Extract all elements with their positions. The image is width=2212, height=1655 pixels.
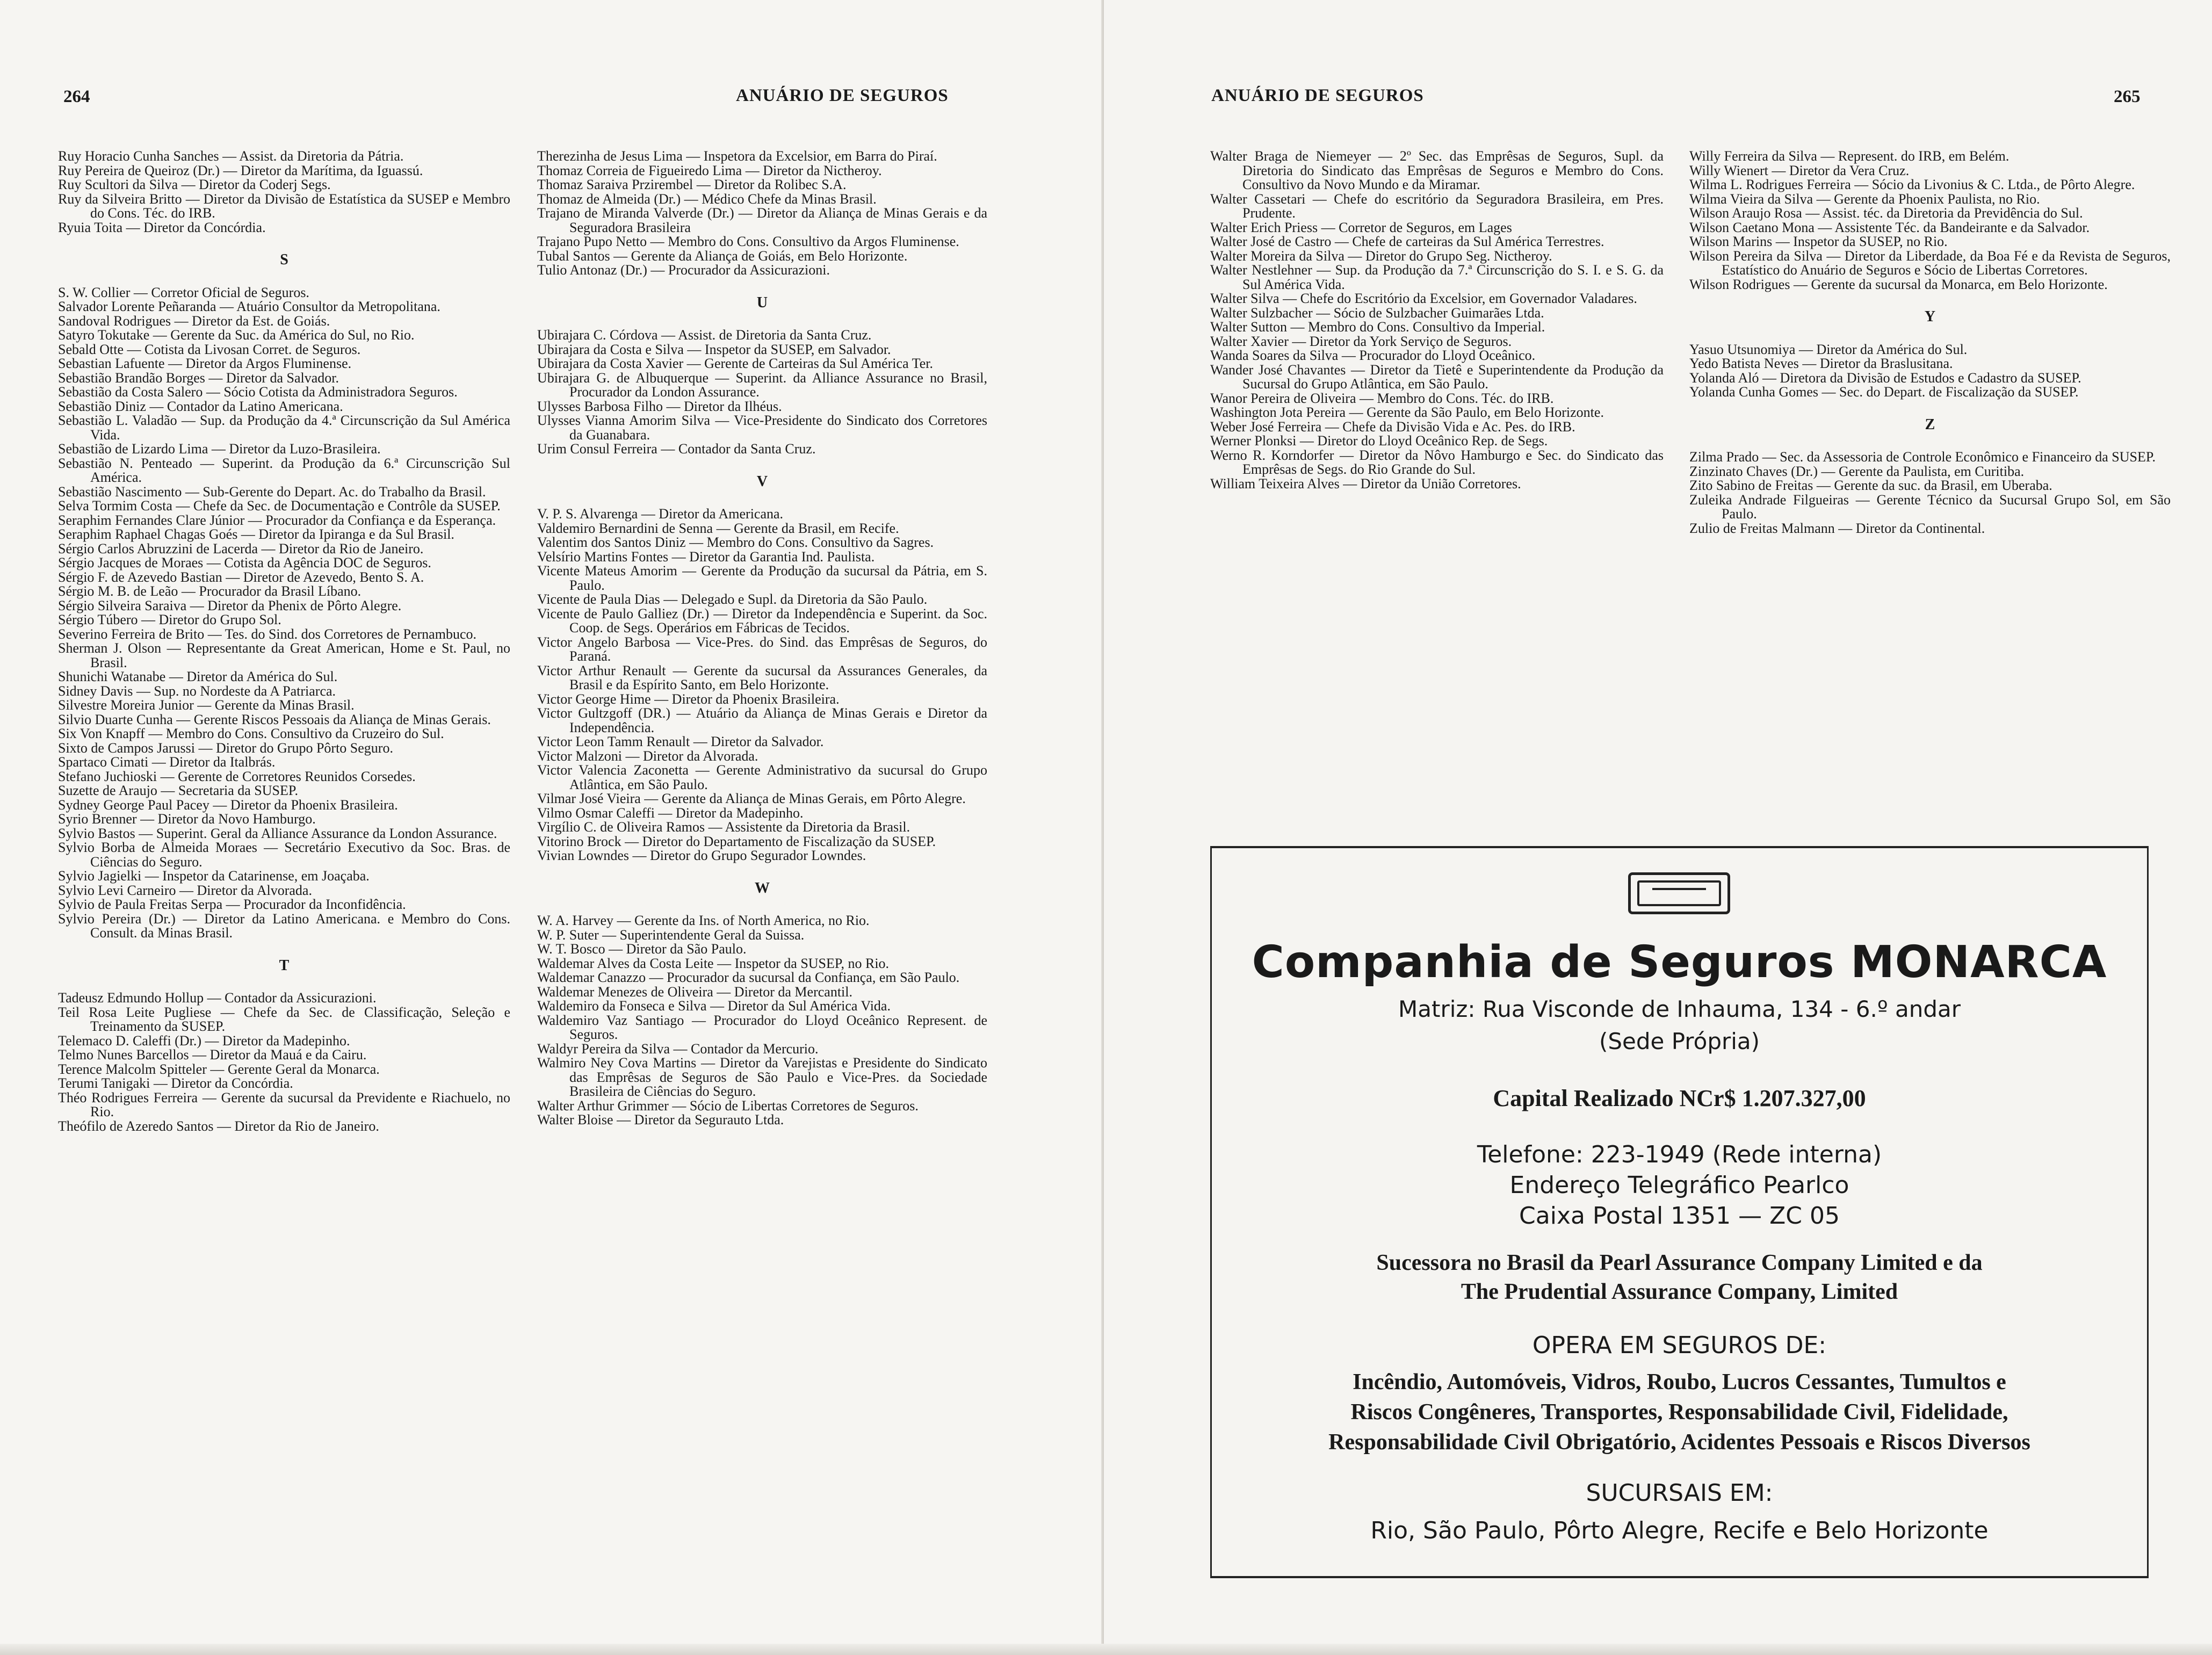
ad-opera-heading: OPERA EM SEGUROS DE:	[1532, 1332, 1827, 1359]
directory-entry: Waldemar Menezes de Oliveira — Diretor da Mercantil.	[537, 984, 852, 1000]
directory-entry: Sebastião da Costa Salero — Sócio Cotista da Administradora Seguros.	[58, 384, 458, 400]
directory-entry: Victor Gultzgoff (DR.) — Atuário da Aliança de Minas Gerais e Diretor da Independência.	[537, 705, 987, 735]
directory-entry: Walmiro Ney Cova Martins — Diretor da Varejistas e Presidente do Sindicato das Emprêsas de Seguros de São Paulo e Vice-Pres. da Sociedade Brasileira de Ciências do Seguro.	[537, 1055, 987, 1099]
directory-entry: Willy Ferreira da Silva — Represent. do IRB, em Belém.	[1689, 148, 2009, 164]
directory-entry: Waldyr Pereira da Silva — Contador da Mercurio.	[537, 1040, 819, 1057]
directory-entry: Walter Braga de Niemeyer — 2º Sec. das Emprêsas de Seguros, Supl. da Diretoria do Sindicato das Emprêsas de Seguros e Membro do Cons. Consultivo da Novo Mundo e da Miramar.	[1210, 148, 1664, 192]
directory-entry: Wilma Vieira da Silva — Gerente da Phoenix Paulista, no Rio.	[1689, 191, 2040, 207]
directory-entry: Tadeusz Edmundo Hollup — Contador da Assicurazioni.	[58, 990, 377, 1006]
ad-cidades: Rio, São Paulo, Pôrto Alegre, Recife e Belo Horizonte	[1370, 1517, 1989, 1544]
directory-entry: Walter José de Castro — Chefe de carteiras da Sul América Terrestres.	[1210, 234, 1604, 249]
directory-entry: Walter Erich Priess — Corretor de Seguros, em Lages	[1210, 219, 1512, 235]
directory-entry: Walter Xavier — Diretor da York Serviço de Seguros.	[1210, 333, 1512, 349]
ad-sucessora-2: The Prudential Assurance Company, Limited	[1461, 1280, 1898, 1304]
section-letter-y: Y	[1924, 308, 1936, 325]
directory-entry: Walter Cassetari — Chefe do escritório da Seguradora Brasileira, em Pres. Prudente.	[1210, 191, 1664, 221]
ad-capital: Capital Realizado NCr$ 1.207.327,00	[1493, 1085, 1866, 1111]
page-number-right: 265	[2114, 87, 2141, 106]
directory-entry: Théo Rodrigues Ferreira — Gerente da sucursal da Previdente e Riachuelo, no Rio.	[58, 1089, 510, 1119]
entries-r	[58, 149, 510, 235]
directory-entry: Victor Valencia Zaconetta — Gerente Administrativo da sucursal do Grupo Atlântica, em São Paulo.	[537, 762, 987, 792]
directory-entry: Ruy Scultori da Silva — Diretor da Coderj Segs.	[58, 177, 331, 192]
directory-entry: Six Von Knapff — Membro do Cons. Consultivo da Cruzeiro do Sul.	[58, 726, 444, 741]
ad-ramos-2: Riscos Congêneres, Transportes, Responsabilidade Civil, Fidelidade,	[1350, 1400, 2008, 1425]
left-page	[0, 0, 1104, 1655]
monarca-logo-icon	[1628, 872, 1730, 914]
entries-u	[537, 328, 987, 457]
directory-entry: S. W. Collier — Corretor Oficial de Seguros.	[58, 284, 309, 300]
directory-entry: Spartaco Cimati — Diretor da Italbrás.	[58, 754, 276, 770]
directory-entry: Syrio Brenner — Diretor da Novo Hamburgo.	[58, 811, 316, 827]
directory-entry: Sebastian Lafuente — Diretor da Argos Fluminense.	[58, 356, 352, 371]
directory-entry: Willy Wienert — Diretor da Vera Cruz.	[1689, 162, 1910, 178]
entries-s	[58, 286, 510, 941]
directory-entry: Sylvio Pereira (Dr.) — Diretor da Latino Americana. e Membro do Cons. Consult. da Minas Brasil.	[58, 910, 510, 941]
directory-entry: Therezinha de Jesus Lima — Inspetora da Excelsior, em Barra do Piraí.	[537, 148, 937, 164]
column-2	[537, 149, 987, 1128]
directory-entry: Waldemar Alves da Costa Leite — Inspetor da SUSEP, no Rio.	[537, 955, 890, 971]
directory-entry: Vicente de Paulo Galliez (Dr.) — Diretor da Independência e Superint. da Soc. Coop. de Segs. Operários em Fábricas de Tecidos.	[537, 605, 987, 635]
directory-entry: Trajano Pupo Netto — Membro do Cons. Consultivo da Argos Fluminense.	[537, 234, 959, 249]
directory-entry: Sidney Davis — Sup. no Nordeste da A Patriarca.	[58, 683, 336, 699]
directory-entry: Sérgio Túbero — Diretor do Grupo Sol.	[58, 612, 281, 627]
directory-entry: Sebastião Diniz — Contador da Latino Americana.	[58, 398, 343, 414]
directory-entry: Satyro Tokutake — Gerente da Suc. da América do Sul, no Rio.	[58, 327, 415, 343]
directory-entry: Ulysses Vianna Amorim Silva — Vice-Presidente do Sindicato dos Corretores da Guanabara.	[537, 413, 987, 443]
directory-entry: Sixto de Campos Jarussi — Diretor do Grupo Pôrto Seguro.	[58, 740, 393, 756]
ad-ramos-3: Responsabilidade Civil Obrigatório, Acidentes Pessoais e Riscos Diversos	[1328, 1430, 2030, 1455]
directory-entry: Trajano de Miranda Valverde (Dr.) — Diretor da Aliança de Minas Gerais e da Seguradora Brasileira	[537, 205, 987, 235]
directory-entry: Walter Nestlehner — Sup. da Produção da 7.ª Circunscrição do S. I. e S. G. da Sul América Vida.	[1210, 262, 1664, 292]
section-letter-v: V	[756, 473, 768, 490]
directory-entry: Weber José Ferreira — Chefe da Divisão Vida e Ac. Pes. do IRB.	[1210, 418, 1575, 435]
directory-entry: Thomaz de Almeida (Dr.) — Médico Chefe da Minas Brasil.	[537, 191, 877, 207]
directory-entry: Terence Malcolm Spitteler — Gerente Geral da Monarca.	[58, 1061, 380, 1077]
directory-entry: W. T. Bosco — Diretor da São Paulo.	[537, 941, 747, 957]
directory-entry: Severino Ferreira de Brito — Tes. do Sind. dos Corretores de Pernambuco.	[58, 626, 476, 642]
entries-z	[1689, 450, 2171, 536]
directory-entry: Zilma Prado — Sec. da Assessoria de Controle Econômico e Financeiro da SUSEP.	[1689, 449, 2156, 465]
entries-w-cont	[1210, 149, 1664, 491]
entries-t-cont	[537, 149, 987, 278]
directory-entry: Velsírio Martins Fontes — Diretor da Garantia Ind. Paulista.	[537, 548, 875, 565]
directory-entry: Waldemiro da Fonseca e Silva — Diretor da Sul América Vida.	[537, 998, 891, 1014]
directory-entry: W. A. Harvey — Gerente da Ins. of North America, no Rio.	[537, 913, 870, 928]
directory-entry: Vivian Lowndes — Diretor do Grupo Segurador Lowndes.	[537, 848, 866, 863]
directory-entry: Thomaz Correia de Figueiredo Lima — Diretor da Nictheroy.	[537, 162, 882, 178]
directory-entry: Ulysses Barbosa Filho — Diretor da Ilhéus.	[537, 398, 782, 414]
directory-entry: Sandoval Rodrigues — Diretor da Est. de Goiás.	[58, 313, 330, 329]
directory-entry: Sérgio Silveira Saraiva — Diretor da Phenix de Pôrto Alegre.	[58, 597, 402, 613]
directory-entry: Ruy da Silveira Britto — Diretor da Divisão de Estatística da SUSEP e Membro do Cons. Téc. do IRB.	[58, 191, 510, 221]
directory-entry: Vilmo Osmar Caleffi — Diretor da Madepinho.	[537, 805, 804, 821]
directory-entry: Zuleika Andrade Filgueiras — Gerente Técnico da Sucursal Grupo Sol, em São Paulo.	[1689, 492, 2171, 522]
entries-y	[1689, 343, 2171, 400]
entries-v	[537, 507, 987, 863]
directory-entry: Theófilo de Azeredo Santos — Diretor da Rio de Janeiro.	[58, 1118, 379, 1134]
directory-entry: Vicente de Paula Dias — Delegado e Supl. da Diretoria da São Paulo.	[537, 591, 928, 607]
ad-endereco: Endereço Telegráfico Pearlco	[1509, 1172, 1849, 1199]
directory-entry: Yasuo Utsunomiya — Diretor da América do Sul.	[1689, 341, 1968, 357]
directory-entry: Terumi Tanigaki — Diretor da Concórdia.	[58, 1075, 293, 1091]
directory-entry: Wanda Soares da Silva — Procurador do Lloyd Oceânico.	[1210, 348, 1536, 363]
directory-entry: Vitorino Brock — Diretor do Departamento de Fiscalização da SUSEP.	[537, 833, 936, 849]
directory-entry: Selva Tormim Costa — Chefe da Sec. de Documentação e Contrôle da SUSEP.	[58, 498, 501, 514]
directory-entry: Valentim dos Santos Diniz — Membro do Cons. Consultivo da Sagres.	[537, 534, 934, 550]
directory-entry: Wilson Caetano Mona — Assistente Téc. da Bandeirante e da Salvador.	[1689, 219, 2090, 235]
directory-entry: Wilson Araujo Rosa — Assist. téc. da Diretoria da Previdência do Sul.	[1689, 205, 2083, 221]
directory-entry: Virgílio C. de Oliveira Ramos — Assistente da Diretoria da Brasil.	[537, 819, 910, 835]
ad-caixa-postal: Caixa Postal 1351 — ZC 05	[1519, 1202, 1840, 1230]
directory-entry: Yolanda Aló — Diretora da Divisão de Estudos e Cadastro da SUSEP.	[1689, 370, 2081, 386]
ad-sucursais-heading: SUCURSAIS EM:	[1586, 1479, 1773, 1507]
directory-entry: Sebastião L. Valadão — Sup. da Produção da 4.ª Circunscrição da Sul América Vida.	[58, 413, 510, 443]
column-1	[58, 149, 510, 1133]
directory-entry: Ubirajara da Costa e Silva — Inspetor da SUSEP, em Salvador.	[537, 341, 891, 357]
directory-entry: Waldemiro Vaz Santiago — Procurador do Lloyd Oceânico Represent. de Seguros.	[537, 1012, 987, 1042]
directory-entry: V. P. S. Alvarenga — Diretor da Americana.	[537, 506, 784, 522]
directory-entry: Sherman J. Olson — Representante da Great American, Home e St. Paul, no Brasil.	[58, 640, 510, 670]
directory-entry: Ruy Pereira de Queiroz (Dr.) — Diretor da Marítima, da Iguassú.	[58, 162, 423, 178]
directory-entry: Sebastião Nascimento — Sub-Gerente do Depart. Ac. do Trabalho da Brasil.	[58, 483, 486, 500]
directory-entry: Sérgio Jacques de Moraes — Cotista da Agência DOC de Seguros.	[58, 555, 431, 570]
directory-entry: Salvador Lorente Peñaranda — Atuário Consultor da Metropolitana.	[58, 299, 440, 314]
section-letter-z: Z	[1925, 416, 1935, 433]
directory-entry: William Teixeira Alves — Diretor da União Corretores.	[1210, 475, 1521, 492]
directory-entry: W. P. Suter — Superintendente Geral da Suissa.	[537, 927, 805, 943]
ad-telefone: Telefone: 223-1949 (Rede interna)	[1477, 1141, 1882, 1168]
directory-entry: Silvestre Moreira Junior — Gerente da Minas Brasil.	[58, 697, 355, 713]
directory-entry: Victor Angelo Barbosa — Vice-Pres. do Sind. das Emprêsas de Seguros, do Paraná.	[537, 634, 987, 664]
monarca-advertisement	[1210, 846, 2149, 1578]
directory-entry: Werno R. Korndorfer — Diretor da Nôvo Hamburgo e Sec. do Sindicato das Emprêsas de Segs. do Rio Grande do Sul.	[1210, 447, 1664, 477]
ad-title: Companhia de Seguros MONARCA	[1252, 937, 2107, 988]
directory-entry: Wanor Pereira de Oliveira — Membro do Cons. Téc. do IRB.	[1210, 390, 1554, 406]
directory-entry: Yedo Batista Neves — Diretor da Braslusitana.	[1689, 356, 1953, 371]
directory-entry: Zinzinato Chaves (Dr.) — Gerente da Paulista, em Curitiba.	[1689, 463, 2025, 479]
ad-sede: (Sede Própria)	[1599, 1028, 1760, 1054]
bottom-edge	[0, 1644, 2212, 1655]
directory-entry: Tubal Santos — Gerente da Aliança de Goiás, em Belo Horizonte.	[537, 248, 908, 264]
directory-entry: Sylvio Levi Carneiro — Diretor da Alvorada.	[58, 882, 312, 898]
directory-entry: Waldemar Canazzo — Procurador da sucursal da Confiança, em São Paulo.	[537, 970, 960, 985]
directory-entry: Zulio de Freitas Malmann — Diretor da Continental.	[1689, 520, 1985, 536]
directory-entry: Werner Plonksi — Diretor do Lloyd Oceânico Rep. de Segs.	[1210, 433, 1548, 449]
directory-entry: Walter Sutton — Membro do Cons. Consultivo da Imperial.	[1210, 319, 1545, 335]
directory-entry: Ruy Horacio Cunha Sanches — Assist. da Diretoria da Pátria.	[58, 148, 404, 164]
column-3	[1210, 149, 1664, 491]
directory-entry: Walter Bloise — Diretor da Segurauto Ltda.	[537, 1112, 784, 1128]
directory-entry: Ubirajara da Costa Xavier — Gerente de Carteiras da Sul América Ter.	[537, 356, 933, 371]
directory-entry: Sylvio de Paula Freitas Serpa — Procurador da Inconfidência.	[58, 897, 406, 912]
directory-entry: Sérgio F. de Azevedo Bastian — Diretor de Azevedo, Bento S. A.	[58, 569, 424, 585]
directory-entry: Victor Arthur Renault — Gerente da sucursal da Assurances Generales, da Brasil e da Espírito Santo, em Belo Horizonte.	[537, 662, 987, 692]
directory-entry: Yolanda Cunha Gomes — Sec. do Depart. de Fiscalização da SUSEP.	[1689, 384, 2079, 400]
directory-entry: Wilson Marins — Inspetor da SUSEP, no Rio.	[1689, 234, 1948, 249]
directory-entry: Walter Arthur Grimmer — Sócio de Libertas Corretores de Seguros.	[537, 1097, 919, 1114]
entries-w	[537, 914, 987, 1128]
directory-entry: Wilson Rodrigues — Gerente da sucursal da Monarca, em Belo Horizonte.	[1689, 276, 2108, 292]
directory-entry: Stefano Juchioski — Gerente de Corretores Reunidos Corsedes.	[58, 768, 416, 784]
page-number-left: 264	[63, 87, 90, 106]
directory-entry: Shunichi Watanabe — Diretor da América do Sul.	[58, 669, 338, 684]
directory-entry: Walter Sulzbacher — Sócio de Sulzbacher Guimarães Ltda.	[1210, 305, 1544, 321]
directory-entry: Washington Jota Pereira — Gerente da São Paulo, em Belo Horizonte.	[1210, 404, 1604, 420]
directory-entry: Silvio Duarte Cunha — Gerente Riscos Pessoais da Aliança de Minas Gerais.	[58, 711, 491, 727]
directory-entry: Urim Consul Ferreira — Contador da Santa Cruz.	[537, 441, 816, 457]
directory-entry: Telmo Nunes Barcellos — Diretor da Mauá e da Cairu.	[58, 1047, 367, 1063]
directory-entry: Sérgio Carlos Abruzzini de Lacerda — Diretor da Rio de Janeiro.	[58, 540, 424, 557]
ad-sucessora-1: Sucessora no Brasil da Pearl Assurance Company Limited e da	[1376, 1251, 1983, 1275]
directory-entry: Seraphim Raphael Chagas Goés — Diretor da Ipiranga e da Sul Brasil.	[58, 526, 454, 542]
directory-entry: Suzette de Araujo — Secretaria da SUSEP.	[58, 783, 298, 798]
directory-entry: Victor George Hime — Diretor da Phoenix Brasileira.	[537, 691, 840, 707]
directory-entry: Walter Moreira da Silva — Diretor do Grupo Seg. Nictheroy.	[1210, 248, 1552, 264]
directory-entry: Vicente Mateus Amorim — Gerente da Produção da sucursal da Pátria, em S. Paulo.	[537, 563, 987, 593]
column-4	[1689, 149, 2171, 536]
directory-entry: Sebastião de Lizardo Lima — Diretor da Luzo-Brasileira.	[58, 441, 381, 457]
ad-ramos-1: Incêndio, Automóveis, Vidros, Roubo, Lucros Cessantes, Tumultos e	[1353, 1370, 2006, 1394]
directory-entry: Zito Sabino de Freitas — Gerente da suc. da Brasil, em Uberaba.	[1689, 478, 2052, 493]
directory-entry: Seraphim Fernandes Clare Júnior — Procurador da Confiança e da Esperança.	[58, 512, 496, 528]
directory-entry: Wander José Chavantes — Diretor da Tietê e Superintendente da Produção da Sucursal do Grupo Atlântica, em São Paulo.	[1210, 362, 1664, 392]
directory-entry: Sylvio Jagielki — Inspetor da Catarinense, em Joaçaba.	[58, 868, 370, 884]
directory-entry: Ubirajara G. de Albuquerque — Superint. da Alliance Assurance no Brasil, Procurador da London Assurance.	[537, 370, 987, 400]
directory-entry: Teil Rosa Leite Pugliese — Chefe da Sec. de Classificação, Seleção e Treinamento da SUSEP.	[58, 1004, 510, 1034]
section-letter-s: S	[280, 251, 288, 268]
section-letter-u: U	[756, 294, 768, 311]
directory-entry: Sebastião Brandão Borges — Diretor da Salvador.	[58, 370, 339, 386]
directory-entry: Sylvio Borba de Almeida Moraes — Secretário Executivo da Soc. Bras. de Ciências do Seguro.	[58, 840, 510, 870]
section-letter-t: T	[279, 957, 290, 974]
directory-entry: Victor Leon Tamm Renault — Diretor da Salvador.	[537, 734, 824, 749]
running-head-left: ANUÁRIO DE SEGUROS	[736, 86, 949, 105]
directory-entry: Tulio Antonaz (Dr.) — Procurador da Assicurazioni.	[537, 262, 830, 278]
directory-entry: Telemaco D. Caleffi (Dr.) — Diretor da Madepinho.	[58, 1032, 350, 1049]
directory-entry: Wilma L. Rodrigues Ferreira — Sócio da Livonius & C. Ltda., de Pôrto Alegre.	[1689, 177, 2135, 192]
directory-entry: Valdemiro Bernardini de Senna — Gerente da Brasil, em Recife.	[537, 520, 899, 536]
directory-entry: Sylvio Bastos — Superint. Geral da Alliance Assurance da London Assurance.	[58, 825, 497, 841]
directory-entry: Thomaz Saraiva Przirembel — Diretor da Rolibec S.A.	[537, 177, 847, 192]
entries-w-end	[1689, 149, 2171, 292]
entries-t	[58, 991, 510, 1133]
section-letter-w: W	[755, 879, 770, 897]
directory-entry: Sérgio M. B. de Leão — Procurador da Brasil Líbano.	[58, 583, 362, 599]
directory-entry: Ryuia Toita — Diretor da Concórdia.	[58, 219, 266, 235]
directory-entry: Wilson Pereira da Silva — Diretor da Liberdade, da Boa Fé e da Revista de Seguros, Estatístico do Anuário de Seguros e Sócio de Libertas Corretores.	[1689, 248, 2171, 278]
ad-address: Matriz: Rua Visconde de Inhauma, 134 - 6.º andar	[1398, 996, 1961, 1022]
directory-entry: Sebastião N. Penteado — Superint. da Produção da 6.ª Circunscrição Sul América.	[58, 455, 510, 485]
directory-entry: Sydney George Paul Pacey — Diretor da Phoenix Brasileira.	[58, 797, 398, 813]
running-head-right: ANUÁRIO DE SEGUROS	[1211, 86, 1424, 105]
directory-entry: Victor Malzoni — Diretor da Alvorada.	[537, 748, 758, 764]
directory-entry: Sebald Otte — Cotista da Livosan Corret. de Seguros.	[58, 341, 361, 357]
directory-entry: Walter Silva — Chefe do Escritório da Excelsior, em Governador Valadares.	[1210, 291, 1637, 306]
directory-entry: Ubirajara C. Córdova — Assist. de Diretoria da Santa Cruz.	[537, 327, 872, 343]
directory-entry: Vilmar José Vieira — Gerente da Aliança de Minas Gerais, em Pôrto Alegre.	[537, 791, 966, 806]
